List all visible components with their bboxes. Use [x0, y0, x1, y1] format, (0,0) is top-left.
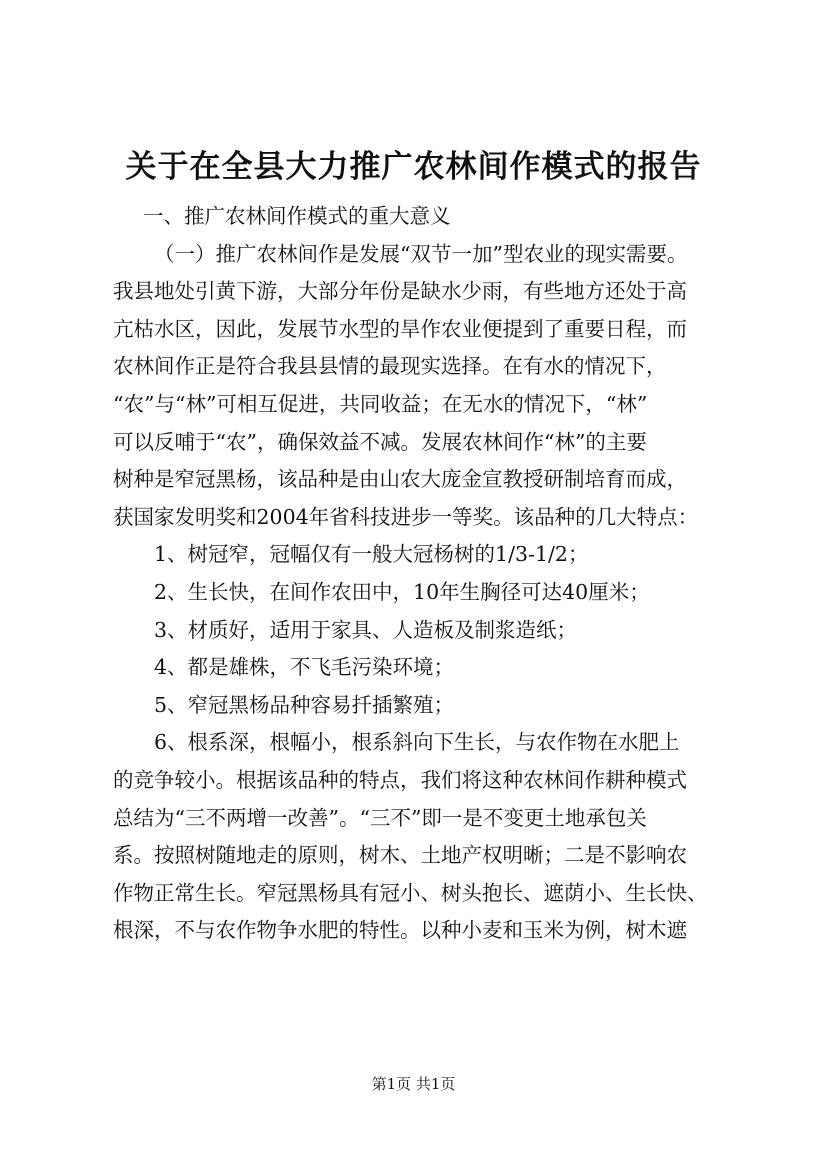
document-body	[113, 198, 753, 950]
paragraph-line: 我县地处引黄下游，大部分年份是缺水少雨，有些地方还处于高	[113, 279, 687, 304]
paragraph-line: “农”与“林”可相互促进，共同收益；在无水的情况下，“林”	[113, 391, 648, 416]
paragraph-line: 可以反哺于“农”，确保效益不减。发展农林间作“林”的主要	[113, 429, 647, 454]
page-footer: 第1页 共1页	[371, 1075, 456, 1093]
paragraph-line: 总结为“三不两增一改善”。“三不”即一是不变更土地承包关	[113, 805, 647, 830]
paragraph-line: （一）推广农林间作是发展“双节一加”型农业的现实需要。	[154, 241, 688, 266]
list-item: 3、材质好，适用于家具、人造板及制浆造纸；	[154, 617, 578, 642]
list-item: 6、根系深，根幅小，根系斜向下生长，与农作物在水肥上	[154, 730, 680, 755]
list-item: 2、生长快，在间作农田中，10年生胸径可达40厘米；	[154, 579, 650, 604]
section-heading: 一、推广农林间作模式的重大意义	[143, 204, 451, 228]
paragraph-line: 获国家发明奖和2004年省科技进步一等奖。该品种的几大特点：	[113, 504, 699, 529]
paragraph-line: 根深，不与农作物争水肥的特性。以种小麦和玉米为例，树木遮	[113, 918, 687, 943]
paragraph-line: 作物正常生长。窄冠黑杨具有冠小、树头抱长、遮荫小、生长快、	[113, 880, 708, 905]
paragraph-line: 的竞争较小。根据该品种的特点，我们将这种农林间作耕种模式	[113, 767, 687, 792]
document-title: 关于在全县大力推广农林间作模式的报告	[125, 149, 702, 185]
paragraph-line: 亢枯水区，因此，发展节水型的旱作农业便提到了重要日程，而	[113, 316, 687, 341]
list-item: 4、都是雄株，不飞毛污染环境；	[154, 655, 455, 680]
paragraph-line: 农林间作正是符合我县县情的最现实选择。在有水的情况下，	[113, 354, 667, 379]
list-item: 1、树冠窄，冠幅仅有一般大冠杨树的1/3-1/2；	[154, 542, 589, 567]
paragraph-line: 树种是窄冠黑杨，该品种是由山农大庞金宣教授研制培育而成，	[113, 467, 687, 492]
list-item: 5、窄冠黑杨品种容易扦插繁殖；	[154, 692, 455, 717]
paragraph-line: 系。按照树随地走的原则，树木、土地产权明晰；二是不影响农	[113, 843, 687, 868]
